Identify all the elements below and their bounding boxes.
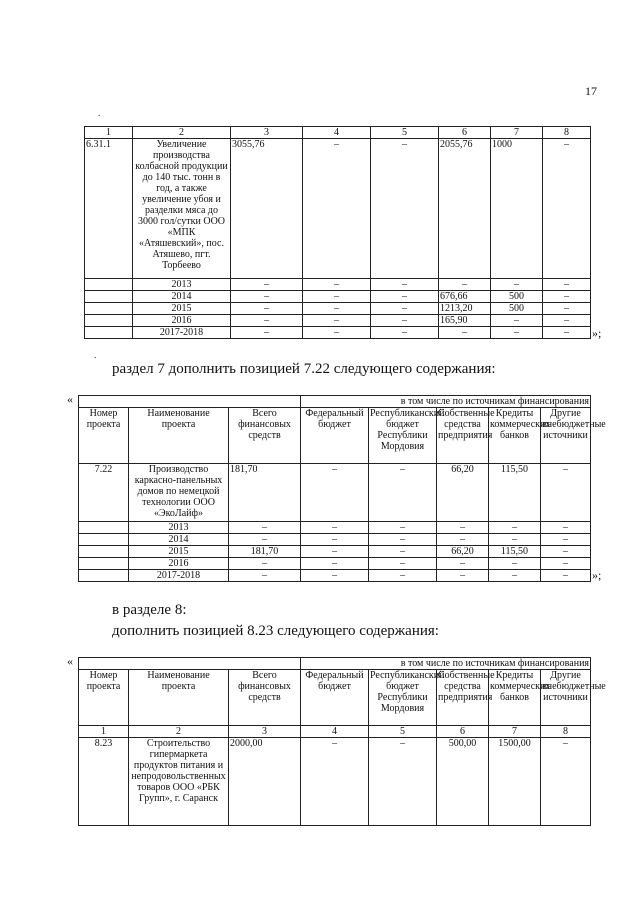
table-row: 8.23 Строительство гипермаркета продуктов питания и непродовольственных товаров ООО «РБК Групп», г. Саранск 2000,00 – – 500,00 1500,00 – bbox=[79, 738, 591, 826]
table-row: 2017-2018 – – – – – – bbox=[85, 327, 591, 339]
header-row: Номер проекта Наименование проекта Всего финансовых средств Федеральный бюджет Республиканский бюджет Республики Мордовия Собственные средства предприятия Кредиты коммерческих банков Другие внебюджетные источники bbox=[79, 408, 591, 464]
header-row: Номер проекта Наименование проекта Всего финансовых средств Федеральный бюджет Республиканский бюджет Республики Мордовия Собственные средства предприятия Кредиты коммерческих банков Другие внебюджетные источники bbox=[79, 670, 591, 726]
column-number-row: 1 2 3 4 5 6 7 8 bbox=[79, 726, 591, 738]
table-8-23 bbox=[78, 657, 606, 826]
table-row: 2014 – – – 676,66 500 – bbox=[85, 291, 591, 303]
header-span-row: в том числе по источникам финансирования bbox=[79, 396, 591, 408]
paragraph-section-7: раздел 7 дополнить позицией 7.22 следующего содержания: bbox=[112, 361, 496, 377]
mark: . bbox=[98, 108, 101, 118]
header-span-row: в том числе по источникам финансирования bbox=[79, 658, 591, 670]
table-row: 2015 – – – 1213,20 500 – bbox=[85, 303, 591, 315]
table-row: 2013 – – – – – – bbox=[79, 522, 591, 534]
paragraph-position-8-23: дополнить позицией 8.23 следующего содержания: bbox=[112, 623, 439, 639]
table-7-22 bbox=[78, 395, 606, 582]
opening-quote: « bbox=[67, 392, 73, 406]
column-number-row: 1 2 3 4 5 6 7 8 bbox=[85, 127, 591, 139]
table-row: 6.31.1 Увеличение производства колбасной продукции до 140 тыс. тонн в год, а также увеличение убоя и разделки мяса до 3000 гол/сутки ООО «МПК «Атяшевский», пос. Атяшево, пгт. Торбеево 3055,76 – – 2055,76 1000 – bbox=[85, 139, 591, 279]
table-6-31-1 bbox=[84, 126, 591, 339]
table-row: 2016 – – – – – – bbox=[79, 558, 591, 570]
table-row: 2014 – – – – – – bbox=[79, 534, 591, 546]
opening-quote: « bbox=[67, 654, 73, 668]
page-number: 17 bbox=[585, 84, 597, 98]
paragraph-section-8: в разделе 8: bbox=[112, 602, 187, 618]
table-row: 2017-2018 – – – – – – bbox=[79, 570, 591, 582]
mark: . bbox=[94, 350, 97, 360]
table-row: 7.22 Производство каркасно-панельных домов по немецкой технологии ООО «ЭкоЛайф» 181,70 – – 66,20 115,50 – bbox=[79, 464, 591, 522]
table-row: 2016 – – – 165,90 – – bbox=[85, 315, 591, 327]
table-row: 2013 – – – – – – bbox=[85, 279, 591, 291]
table-row: 2015 181,70 – – 66,20 115,50 – bbox=[79, 546, 591, 558]
closing-quote: »; bbox=[592, 568, 602, 582]
closing-quote: »; bbox=[592, 326, 602, 340]
